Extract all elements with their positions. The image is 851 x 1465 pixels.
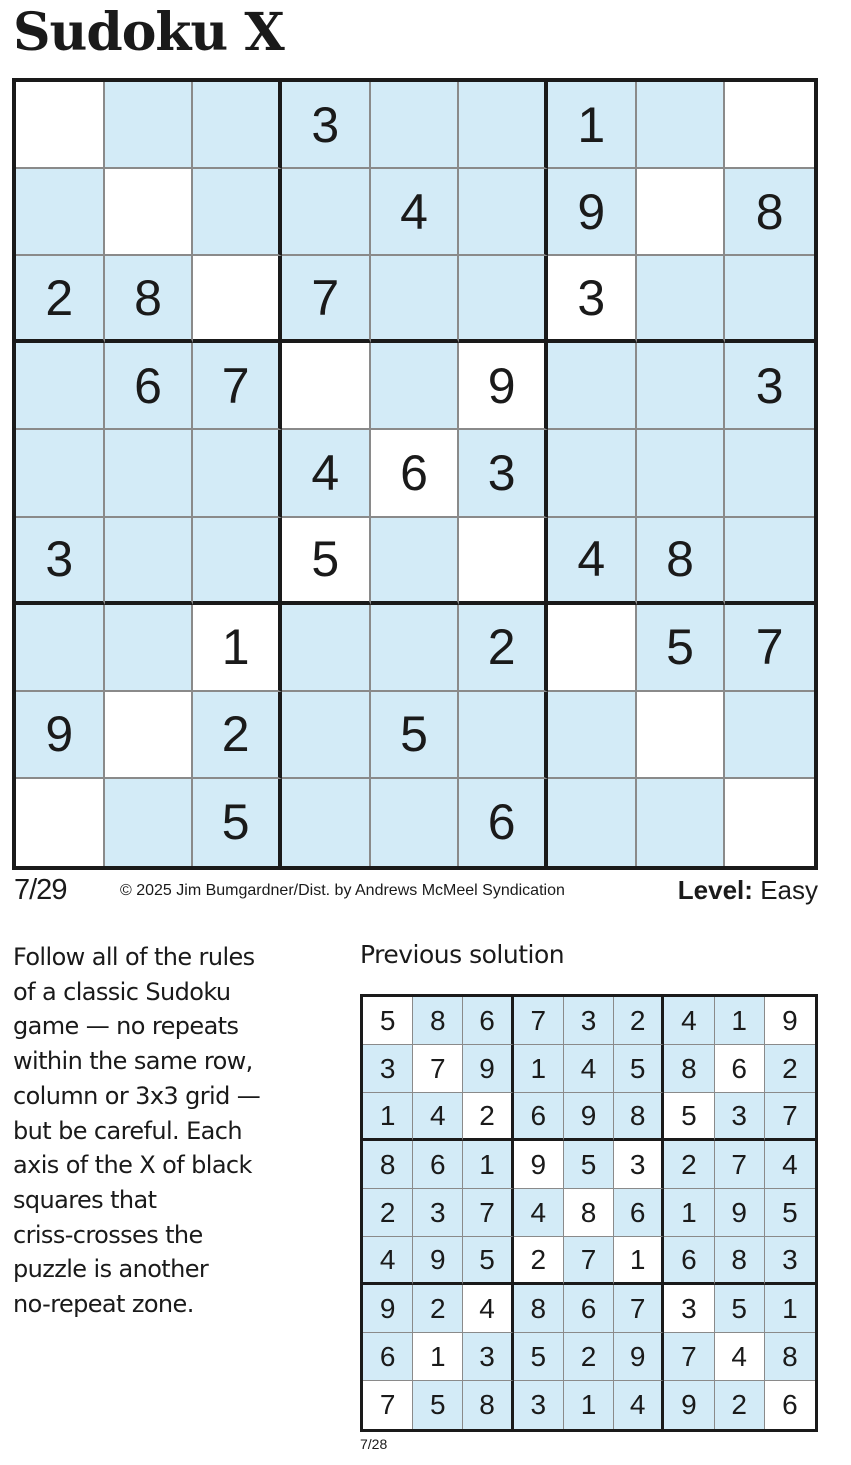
solution-cell-r2c8: 6	[715, 1045, 765, 1093]
puzzle-cell-r3c2[interactable]: 8	[105, 256, 194, 343]
puzzle-cell-r4c6[interactable]: 9	[459, 343, 548, 430]
solution-cell-r8c6: 9	[614, 1333, 664, 1381]
puzzle-cell-r7c6[interactable]: 2	[459, 605, 548, 692]
puzzle-cell-r7c9[interactable]: 7	[725, 605, 814, 692]
puzzle-cell-r2c6[interactable]	[459, 169, 548, 256]
instructions-text: Follow all of the rules of a classic Sudoku game — no repeats within the same row, column or 3x3 grid — but be careful. Each axis of the X of black squares that criss-crosses the puzzle is another no-repeat zone.	[13, 943, 261, 1319]
solution-cell-r5c4: 4	[514, 1189, 564, 1237]
solution-cell-r4c7: 2	[664, 1141, 714, 1189]
solution-cell-r3c8: 3	[715, 1093, 765, 1141]
solution-cell-r1c3: 6	[463, 997, 513, 1045]
puzzle-cell-r8c9[interactable]	[725, 692, 814, 779]
solution-cell-r8c1: 6	[363, 1333, 413, 1381]
puzzle-cell-r9c4[interactable]	[282, 779, 371, 866]
puzzle-grid	[12, 78, 818, 870]
solution-cell-r3c6: 8	[614, 1093, 664, 1141]
puzzle-cell-r6c1[interactable]: 3	[16, 518, 105, 605]
puzzle-cell-r3c9[interactable]	[725, 256, 814, 343]
puzzle-cell-r9c8[interactable]	[637, 779, 726, 866]
solution-cell-r6c8: 8	[715, 1237, 765, 1285]
solution-cell-r6c4: 2	[514, 1237, 564, 1285]
puzzle-cell-r6c5[interactable]	[371, 518, 460, 605]
puzzle-date: 7/29	[14, 874, 67, 906]
solution-cell-r7c4: 8	[514, 1285, 564, 1333]
puzzle-cell-r5c3[interactable]	[193, 430, 282, 517]
solution-cell-r8c8: 4	[715, 1333, 765, 1381]
solution-cell-r9c3: 8	[463, 1381, 513, 1429]
solution-cell-r7c7: 3	[664, 1285, 714, 1333]
puzzle-cell-r7c1[interactable]	[16, 605, 105, 692]
puzzle-cell-r1c1[interactable]	[16, 82, 105, 169]
puzzle-cell-r9c7[interactable]	[548, 779, 637, 866]
puzzle-cell-r2c2[interactable]	[105, 169, 194, 256]
solution-cell-r8c7: 7	[664, 1333, 714, 1381]
puzzle-cell-r2c5[interactable]: 4	[371, 169, 460, 256]
puzzle-cell-r8c6[interactable]	[459, 692, 548, 779]
solution-cell-r3c3: 2	[463, 1093, 513, 1141]
solution-cell-r8c4: 5	[514, 1333, 564, 1381]
puzzle-cell-r4c5[interactable]	[371, 343, 460, 430]
puzzle-cell-r9c1[interactable]	[16, 779, 105, 866]
puzzle-cell-r5c4[interactable]: 4	[282, 430, 371, 517]
puzzle-cell-r4c8[interactable]	[637, 343, 726, 430]
page-title: Sudoku X	[13, 2, 284, 63]
solution-cell-r3c1: 1	[363, 1093, 413, 1141]
puzzle-cell-r7c3[interactable]: 1	[193, 605, 282, 692]
puzzle-cell-r5c1[interactable]	[16, 430, 105, 517]
puzzle-cell-r4c9[interactable]: 3	[725, 343, 814, 430]
puzzle-cell-r1c3[interactable]	[193, 82, 282, 169]
puzzle-cell-r3c3[interactable]	[193, 256, 282, 343]
puzzle-cell-r1c4[interactable]: 3	[282, 82, 371, 169]
puzzle-cell-r3c5[interactable]	[371, 256, 460, 343]
puzzle-cell-r6c6[interactable]	[459, 518, 548, 605]
puzzle-cell-r7c8[interactable]: 5	[637, 605, 726, 692]
solution-cell-r1c9: 9	[765, 997, 815, 1045]
puzzle-cell-r8c1[interactable]: 9	[16, 692, 105, 779]
solution-cell-r4c9: 4	[765, 1141, 815, 1189]
solution-cell-r6c6: 1	[614, 1237, 664, 1285]
puzzle-cell-r9c5[interactable]	[371, 779, 460, 866]
solution-cell-r9c2: 5	[413, 1381, 463, 1429]
puzzle-cell-r3c1[interactable]: 2	[16, 256, 105, 343]
solution-cell-r9c1: 7	[363, 1381, 413, 1429]
puzzle-cell-r1c2[interactable]	[105, 82, 194, 169]
puzzle-cell-r7c4[interactable]	[282, 605, 371, 692]
solution-cell-r2c3: 9	[463, 1045, 513, 1093]
puzzle-cell-r9c6[interactable]: 6	[459, 779, 548, 866]
solution-cell-r8c2: 1	[413, 1333, 463, 1381]
solution-cell-r4c1: 8	[363, 1141, 413, 1189]
puzzle-cell-r8c7[interactable]	[548, 692, 637, 779]
solution-cell-r5c2: 3	[413, 1189, 463, 1237]
solution-cell-r2c6: 5	[614, 1045, 664, 1093]
puzzle-cell-r2c3[interactable]	[193, 169, 282, 256]
level-value: Easy	[760, 875, 818, 905]
puzzle-cell-r3c8[interactable]	[637, 256, 726, 343]
puzzle-cell-r9c3[interactable]: 5	[193, 779, 282, 866]
puzzle-cell-r5c2[interactable]	[105, 430, 194, 517]
puzzle-cell-r5c6[interactable]: 3	[459, 430, 548, 517]
puzzle-cell-r1c5[interactable]	[371, 82, 460, 169]
solution-cell-r7c2: 2	[413, 1285, 463, 1333]
puzzle-cell-r8c4[interactable]	[282, 692, 371, 779]
puzzle-cell-r6c7[interactable]: 4	[548, 518, 637, 605]
solution-cell-r6c1: 4	[363, 1237, 413, 1285]
puzzle-cell-r2c4[interactable]	[282, 169, 371, 256]
solution-cell-r2c1: 3	[363, 1045, 413, 1093]
puzzle-cell-r7c7[interactable]	[548, 605, 637, 692]
solution-cell-r9c4: 3	[514, 1381, 564, 1429]
solution-cell-r9c6: 4	[614, 1381, 664, 1429]
solution-cell-r4c3: 1	[463, 1141, 513, 1189]
solution-cell-r6c7: 6	[664, 1237, 714, 1285]
solution-cell-r7c5: 6	[564, 1285, 614, 1333]
puzzle-cell-r2c1[interactable]	[16, 169, 105, 256]
solution-cell-r2c4: 1	[514, 1045, 564, 1093]
solution-cell-r5c3: 7	[463, 1189, 513, 1237]
solution-cell-r8c3: 3	[463, 1333, 513, 1381]
puzzle-cell-r5c9[interactable]	[725, 430, 814, 517]
puzzle-cell-r1c8[interactable]	[637, 82, 726, 169]
solution-cell-r1c8: 1	[715, 997, 765, 1045]
puzzle-cell-r2c7[interactable]: 9	[548, 169, 637, 256]
solution-cell-r7c9: 1	[765, 1285, 815, 1333]
solution-cell-r3c5: 9	[564, 1093, 614, 1141]
solution-cell-r7c1: 9	[363, 1285, 413, 1333]
solution-cell-r1c4: 7	[514, 997, 564, 1045]
solution-cell-r2c2: 7	[413, 1045, 463, 1093]
solution-cell-r6c9: 3	[765, 1237, 815, 1285]
puzzle-cell-r1c9[interactable]	[725, 82, 814, 169]
puzzle-cell-r4c3[interactable]: 7	[193, 343, 282, 430]
puzzle-cell-r2c8[interactable]	[637, 169, 726, 256]
puzzle-cell-r4c4[interactable]	[282, 343, 371, 430]
puzzle-cell-r6c3[interactable]	[193, 518, 282, 605]
solution-cell-r3c9: 7	[765, 1093, 815, 1141]
solution-cell-r1c6: 2	[614, 997, 664, 1045]
solution-cell-r2c5: 4	[564, 1045, 614, 1093]
puzzle-cell-r9c9[interactable]	[725, 779, 814, 866]
puzzle-cell-r3c7[interactable]: 3	[548, 256, 637, 343]
solution-cell-r9c7: 9	[664, 1381, 714, 1429]
puzzle-cell-r6c9[interactable]	[725, 518, 814, 605]
solution-cell-r1c5: 3	[564, 997, 614, 1045]
puzzle-cell-r1c6[interactable]	[459, 82, 548, 169]
solution-cell-r9c9: 6	[765, 1381, 815, 1429]
solution-cell-r8c5: 2	[564, 1333, 614, 1381]
puzzle-cell-r4c2[interactable]: 6	[105, 343, 194, 430]
solution-cell-r7c3: 4	[463, 1285, 513, 1333]
solution-cell-r5c7: 1	[664, 1189, 714, 1237]
solution-cell-r4c8: 7	[715, 1141, 765, 1189]
solution-cell-r4c5: 5	[564, 1141, 614, 1189]
puzzle-cell-r4c7[interactable]	[548, 343, 637, 430]
solution-cell-r6c2: 9	[413, 1237, 463, 1285]
previous-solution-title: Previous solution	[360, 940, 565, 969]
solution-cell-r3c7: 5	[664, 1093, 714, 1141]
solution-cell-r7c6: 7	[614, 1285, 664, 1333]
puzzle-cell-r6c2[interactable]	[105, 518, 194, 605]
puzzle-cell-r8c3[interactable]: 2	[193, 692, 282, 779]
solution-cell-r1c1: 5	[363, 997, 413, 1045]
solution-cell-r6c5: 7	[564, 1237, 614, 1285]
solution-cell-r1c2: 8	[413, 997, 463, 1045]
solution-cell-r1c7: 4	[664, 997, 714, 1045]
solution-cell-r2c7: 8	[664, 1045, 714, 1093]
copyright-notice: © 2025 Jim Bumgardner/Dist. by Andrews McMeel Syndication	[120, 882, 565, 899]
solution-cell-r5c8: 9	[715, 1189, 765, 1237]
puzzle-cell-r7c2[interactable]	[105, 605, 194, 692]
puzzle-cell-r8c5[interactable]: 5	[371, 692, 460, 779]
solution-cell-r5c1: 2	[363, 1189, 413, 1237]
solution-cell-r5c9: 5	[765, 1189, 815, 1237]
solution-cell-r6c3: 5	[463, 1237, 513, 1285]
puzzle-cell-r3c6[interactable]	[459, 256, 548, 343]
solution-cell-r9c8: 2	[715, 1381, 765, 1429]
puzzle-cell-r6c4[interactable]: 5	[282, 518, 371, 605]
puzzle-cell-r1c7[interactable]: 1	[548, 82, 637, 169]
puzzle-cell-r4c1[interactable]	[16, 343, 105, 430]
solution-cell-r3c4: 6	[514, 1093, 564, 1141]
solution-cell-r7c8: 5	[715, 1285, 765, 1333]
solution-cell-r8c9: 8	[765, 1333, 815, 1381]
puzzle-cell-r3c4[interactable]: 7	[282, 256, 371, 343]
previous-solution-date: 7/28	[360, 1436, 388, 1452]
difficulty-level	[678, 875, 818, 906]
puzzle-cell-r8c2[interactable]	[105, 692, 194, 779]
solution-cell-r4c2: 6	[413, 1141, 463, 1189]
previous-solution-grid	[360, 994, 818, 1432]
puzzle-cell-r7c5[interactable]	[371, 605, 460, 692]
solution-cell-r9c5: 1	[564, 1381, 614, 1429]
puzzle-cell-r2c9[interactable]: 8	[725, 169, 814, 256]
solution-cell-r2c9: 2	[765, 1045, 815, 1093]
puzzle-cell-r6c8[interactable]: 8	[637, 518, 726, 605]
level-label: Level:	[677, 875, 753, 905]
solution-cell-r5c5: 8	[564, 1189, 614, 1237]
puzzle-cell-r9c2[interactable]	[105, 779, 194, 866]
solution-cell-r4c4: 9	[514, 1141, 564, 1189]
solution-cell-r4c6: 3	[614, 1141, 664, 1189]
puzzle-cell-r5c7[interactable]	[548, 430, 637, 517]
puzzle-cell-r5c5[interactable]: 6	[371, 430, 460, 517]
puzzle-cell-r8c8[interactable]	[637, 692, 726, 779]
solution-cell-r5c6: 6	[614, 1189, 664, 1237]
solution-cell-r3c2: 4	[413, 1093, 463, 1141]
puzzle-cell-r5c8[interactable]	[637, 430, 726, 517]
